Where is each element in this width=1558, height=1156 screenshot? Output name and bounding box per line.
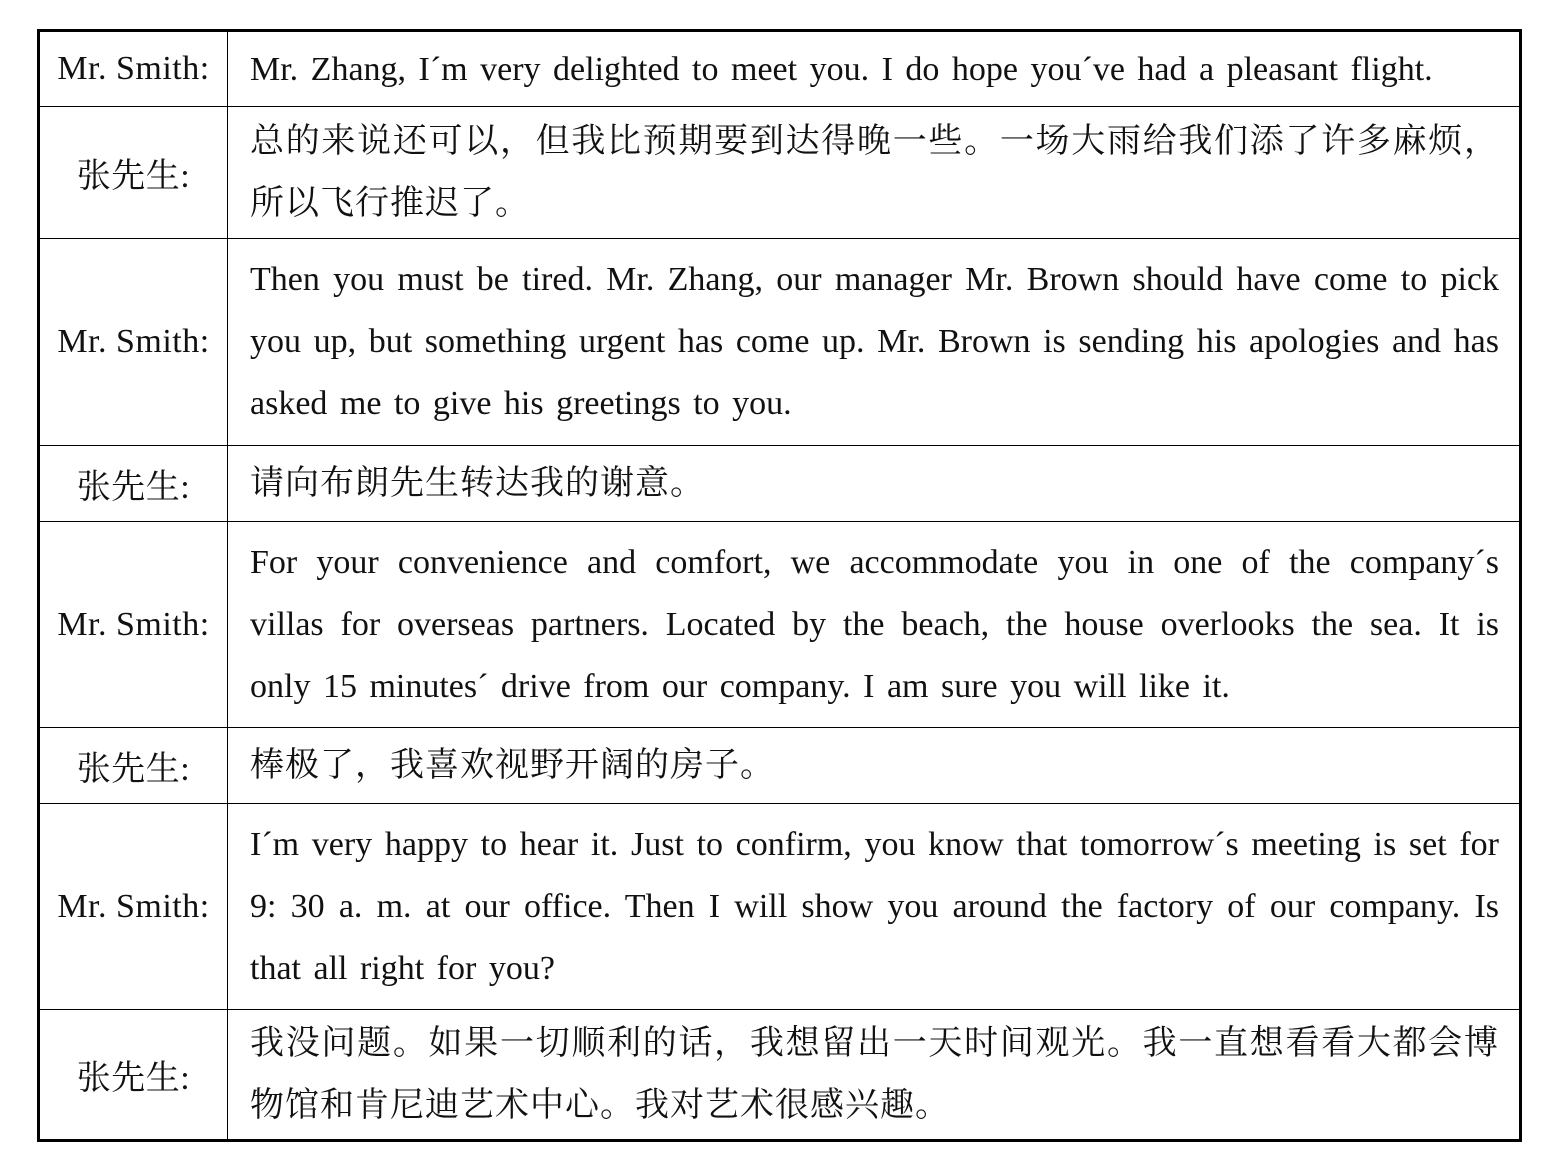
dialogue-row: [39, 1010, 1521, 1141]
speaker-label: Mr. Smith:: [39, 804, 228, 1010]
speaker-label: Mr. Smith:: [39, 31, 228, 107]
dialogue-table: [37, 29, 1522, 1142]
speech-text: 我没问题。如果一切顺利的话，我想留出一天时间观光。我一直想看看大都会博物馆和肯尼迪艺术中心。我对艺术很感兴趣。: [228, 1010, 1521, 1141]
speaker-label: 张先生:: [39, 728, 228, 804]
speech-text: Mr. Zhang, I´m very delighted to meet you. I do hope you´ve had a pleasant flight.: [228, 31, 1521, 107]
speaker-label: 张先生:: [39, 446, 228, 522]
dialogue-row: [39, 522, 1521, 728]
dialogue-row: [39, 728, 1521, 804]
speech-text: For your convenience and comfort, we accommodate you in one of the company´s villas for overseas partners. Located by the beach, the house overlooks the sea. It is only 15 minutes´ drive from our company. I am sure you will like it.: [228, 522, 1521, 728]
speaker-label: Mr. Smith:: [39, 522, 228, 728]
dialogue-row: [39, 804, 1521, 1010]
speaker-label: Mr. Smith:: [39, 239, 228, 446]
dialogue-row: [39, 446, 1521, 522]
speaker-label: 张先生:: [39, 107, 228, 239]
speech-text: 请向布朗先生转达我的谢意。: [228, 446, 1521, 522]
speaker-label: 张先生:: [39, 1010, 228, 1141]
dialogue-row: [39, 107, 1521, 239]
speech-text: Then you must be tired. Mr. Zhang, our manager Mr. Brown should have come to pick you up, but something urgent has come up. Mr. Brown is sending his apologies and has asked me to give his greetings to you.: [228, 239, 1521, 446]
dialogue-row: [39, 239, 1521, 446]
speech-text: I´m very happy to hear it. Just to confirm, you know that tomorrow´s meeting is set for 9: 30 a. m. at our office. Then I will show you around the factory of our company. Is that all right for you?: [228, 804, 1521, 1010]
dialogue-row: [39, 31, 1521, 107]
speech-text: 棒极了，我喜欢视野开阔的房子。: [228, 728, 1521, 804]
speech-text: 总的来说还可以，但我比预期要到达得晚一些。一场大雨给我们添了许多麻烦，所以飞行推迟了。: [228, 107, 1521, 239]
